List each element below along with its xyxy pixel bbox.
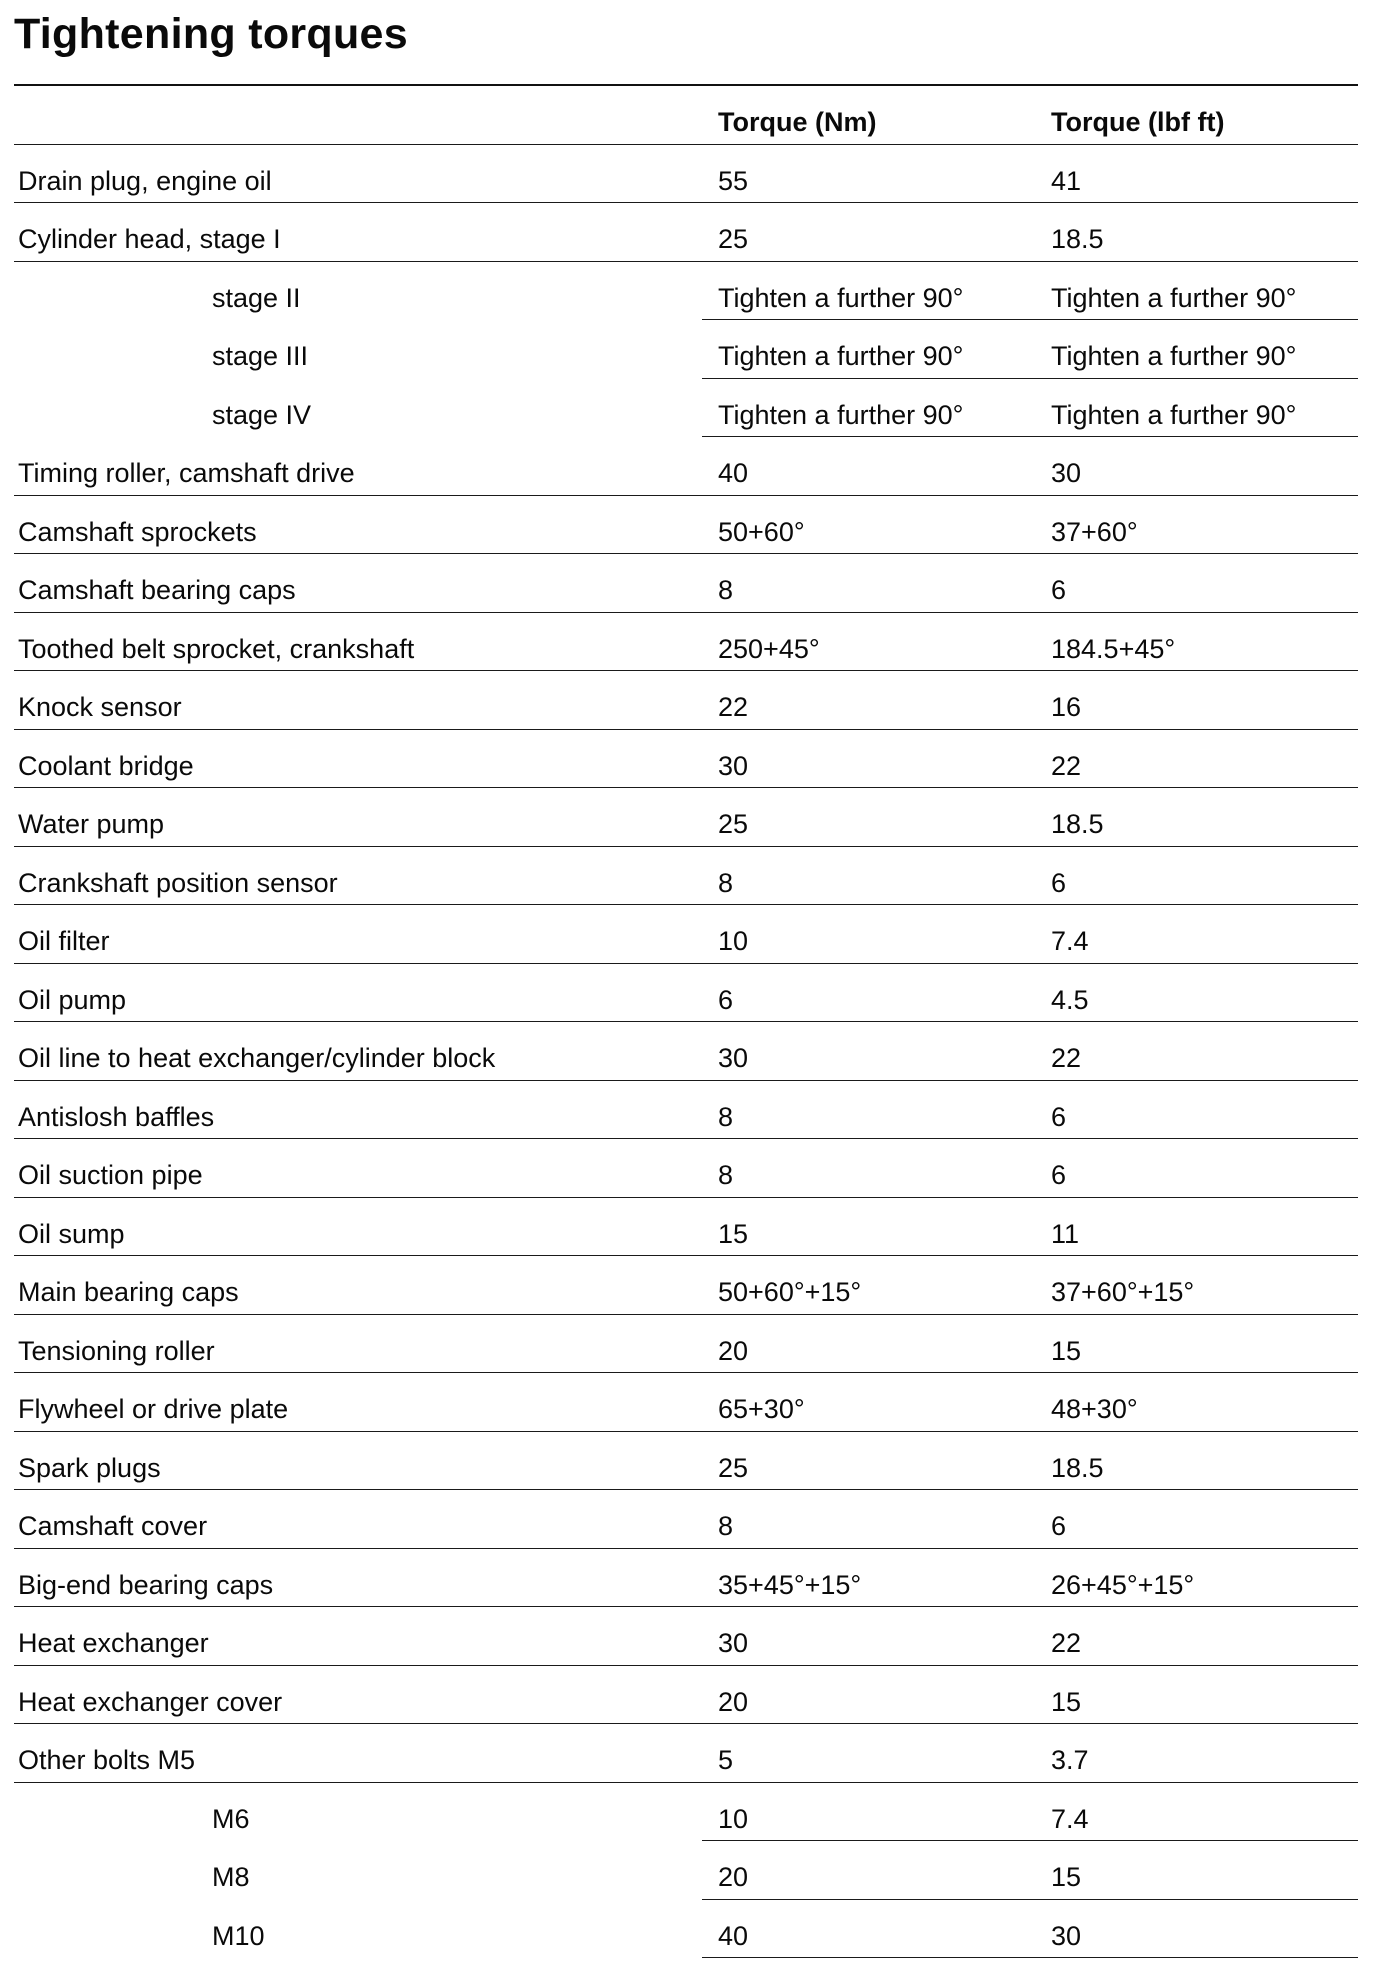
table-row [14, 1666, 1358, 1725]
row-torque-nm: 8 [702, 847, 1035, 906]
row-torque-nm: 50+60° [702, 496, 1035, 555]
row-description: Oil line to heat exchanger/cylinder block [14, 1022, 702, 1081]
row-description: Oil filter [14, 905, 702, 964]
row-description: Heat exchanger cover [14, 1666, 702, 1725]
table-row [14, 1315, 1358, 1374]
row-torque-nm: 8 [702, 1490, 1035, 1549]
table-row [14, 730, 1358, 789]
row-description: M10 [212, 1920, 265, 1951]
row-torque-lbf: 6 [1035, 847, 1358, 906]
torque-table [14, 84, 1358, 1958]
row-torque-lbf: 18.5 [1035, 1432, 1358, 1491]
row-description: Toothed belt sprocket, crankshaft [14, 613, 702, 672]
table-row [14, 1549, 1358, 1608]
table-row [14, 1022, 1358, 1081]
row-torque-nm: 25 [702, 788, 1035, 847]
table-row [14, 1783, 1358, 1842]
row-torque-lbf: 15 [1035, 1666, 1358, 1725]
row-torque-lbf: 11 [1035, 1198, 1358, 1257]
table-row [14, 905, 1358, 964]
table-row [14, 262, 1358, 321]
row-description: Other bolts M5 [14, 1724, 702, 1783]
row-torque-lbf: 6 [1035, 1490, 1358, 1549]
row-torque-lbf: 22 [1035, 1022, 1358, 1081]
table-row [14, 1490, 1358, 1549]
row-torque-lbf: Tighten a further 90° [1035, 379, 1358, 438]
row-torque-nm: Tighten a further 90° [702, 379, 1035, 438]
table-row [14, 1198, 1358, 1257]
table-body [14, 145, 1358, 1959]
row-torque-nm: 25 [702, 203, 1035, 262]
row-torque-nm: 10 [702, 905, 1035, 964]
row-description: Timing roller, camshaft drive [14, 437, 702, 496]
row-torque-nm: 20 [702, 1841, 1035, 1900]
row-description: Coolant bridge [14, 730, 702, 789]
table-row [14, 671, 1358, 730]
row-torque-nm: 40 [702, 437, 1035, 496]
table-row [14, 1432, 1358, 1491]
row-torque-lbf: 30 [1035, 1900, 1358, 1959]
table-row [14, 1081, 1358, 1140]
row-torque-nm: 65+30° [702, 1373, 1035, 1432]
row-description: stage II [212, 282, 301, 313]
row-torque-lbf: 184.5+45° [1035, 613, 1358, 672]
row-description: Camshaft cover [14, 1490, 702, 1549]
row-description: M8 [212, 1862, 250, 1892]
row-torque-nm: 5 [702, 1724, 1035, 1783]
row-torque-lbf: 26+45°+15° [1035, 1549, 1358, 1608]
row-torque-lbf: Tighten a further 90° [1035, 262, 1358, 321]
row-description: Tensioning roller [14, 1315, 702, 1374]
row-torque-lbf: 30 [1035, 437, 1358, 496]
row-description: Oil suction pipe [14, 1139, 702, 1198]
row-torque-lbf: 18.5 [1035, 788, 1358, 847]
row-torque-nm: 8 [702, 554, 1035, 613]
table-row [14, 613, 1358, 672]
table-row [14, 496, 1358, 555]
page-title: Tightening torques [14, 10, 408, 58]
row-description: Cylinder head, stage I [14, 203, 702, 262]
table-row [14, 1841, 1358, 1900]
row-torque-lbf: 41 [1035, 145, 1358, 204]
row-torque-nm: 30 [702, 1022, 1035, 1081]
row-torque-nm: 25 [702, 1432, 1035, 1491]
row-torque-lbf: 22 [1035, 1607, 1358, 1666]
table-row [14, 1900, 1358, 1959]
row-torque-lbf: 37+60°+15° [1035, 1256, 1358, 1315]
row-description: Knock sensor [14, 671, 702, 730]
row-description: M6 [212, 1803, 250, 1834]
row-description: Oil pump [14, 964, 702, 1023]
row-description: Antislosh baffles [14, 1081, 702, 1140]
row-description: Camshaft bearing caps [14, 554, 702, 613]
row-torque-nm: 35+45°+15° [702, 1549, 1035, 1608]
row-description: Spark plugs [14, 1432, 702, 1491]
row-torque-nm: 250+45° [702, 613, 1035, 672]
row-torque-lbf: Tighten a further 90° [1035, 320, 1358, 379]
table-row [14, 379, 1358, 438]
table-row [14, 847, 1358, 906]
row-torque-nm: 22 [702, 671, 1035, 730]
table-row [14, 203, 1358, 262]
table-row [14, 437, 1358, 496]
row-description: Camshaft sprockets [14, 496, 702, 555]
header-description [14, 86, 702, 145]
row-description: Flywheel or drive plate [14, 1373, 702, 1432]
row-torque-nm: 30 [702, 1607, 1035, 1666]
row-torque-nm: 55 [702, 145, 1035, 204]
row-description: Water pump [14, 788, 702, 847]
row-torque-lbf: 6 [1035, 1081, 1358, 1140]
row-torque-lbf: 22 [1035, 730, 1358, 789]
table-row [14, 1256, 1358, 1315]
table-row [14, 145, 1358, 204]
table-row [14, 320, 1358, 379]
row-torque-lbf: 16 [1035, 671, 1358, 730]
table-row [14, 788, 1358, 847]
row-torque-lbf: 6 [1035, 554, 1358, 613]
table-row [14, 1724, 1358, 1783]
row-torque-nm: 10 [702, 1783, 1035, 1842]
row-torque-nm: 30 [702, 730, 1035, 789]
row-torque-nm: 8 [702, 1081, 1035, 1140]
row-torque-lbf: 15 [1035, 1841, 1358, 1900]
row-torque-lbf: 48+30° [1035, 1373, 1358, 1432]
row-description: stage IV [212, 399, 312, 430]
table-header-row [14, 86, 1358, 145]
row-description: Drain plug, engine oil [14, 145, 702, 204]
row-torque-nm: 20 [702, 1315, 1035, 1374]
row-description: Crankshaft position sensor [14, 847, 702, 906]
row-description: Oil sump [14, 1198, 702, 1257]
row-description: stage III [212, 341, 309, 371]
row-torque-nm: 50+60°+15° [702, 1256, 1035, 1315]
header-torque-nm: Torque (Nm) [702, 86, 1035, 145]
table-row [14, 964, 1358, 1023]
table-row [14, 554, 1358, 613]
row-torque-nm: 8 [702, 1139, 1035, 1198]
table-row [14, 1139, 1358, 1198]
row-torque-nm: 20 [702, 1666, 1035, 1725]
row-torque-nm: Tighten a further 90° [702, 320, 1035, 379]
table-row [14, 1607, 1358, 1666]
row-torque-lbf: 7.4 [1035, 905, 1358, 964]
row-description: Heat exchanger [14, 1607, 702, 1666]
row-torque-nm: 15 [702, 1198, 1035, 1257]
row-torque-lbf: 6 [1035, 1139, 1358, 1198]
row-torque-lbf: 3.7 [1035, 1724, 1358, 1783]
row-torque-lbf: 15 [1035, 1315, 1358, 1374]
row-torque-nm: Tighten a further 90° [702, 262, 1035, 321]
row-torque-nm: 40 [702, 1900, 1035, 1959]
row-description: Big-end bearing caps [14, 1549, 702, 1608]
header-torque-lbf: Torque (lbf ft) [1035, 86, 1358, 145]
row-torque-lbf: 4.5 [1035, 964, 1358, 1023]
row-description: Main bearing caps [14, 1256, 702, 1315]
row-torque-lbf: 37+60° [1035, 496, 1358, 555]
row-torque-lbf: 18.5 [1035, 203, 1358, 262]
table-row [14, 1373, 1358, 1432]
row-torque-nm: 6 [702, 964, 1035, 1023]
row-torque-lbf: 7.4 [1035, 1783, 1358, 1842]
